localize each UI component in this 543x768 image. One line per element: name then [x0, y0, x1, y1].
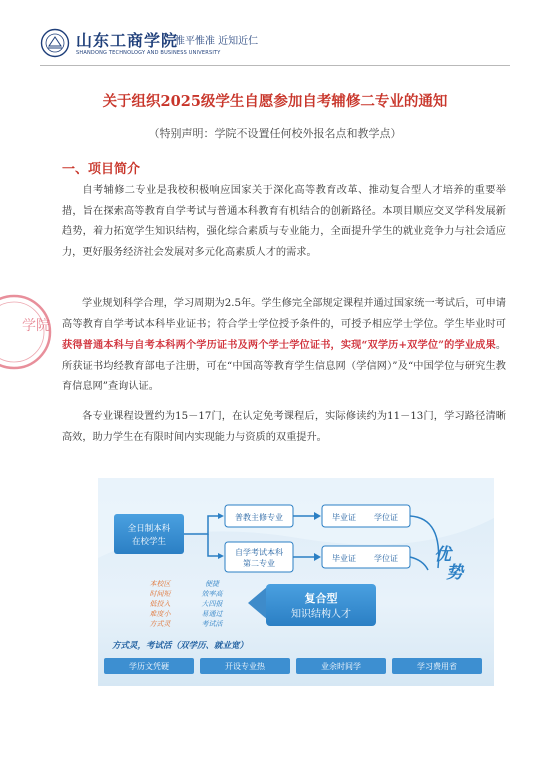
tagline: 方式灵，考试活（双学历、就业宽）: [112, 641, 249, 651]
note-right-4: 考试活: [201, 620, 223, 628]
result-line1: 复合型: [304, 592, 338, 605]
tag-1: 开设专业热: [225, 662, 265, 671]
path1-label: 普教主修专业: [235, 513, 283, 522]
paragraph-plan-text-b: 。所获证书均经教育部电子注册，可在“中国高等教育学生信息网（学信网）”及“中国学位与研究生教育信息网”查询认证。: [62, 340, 506, 392]
origin-label-a: 全日制本科: [127, 524, 171, 534]
letterhead: [40, 26, 510, 66]
result-line2: 知识结构人才: [291, 609, 351, 620]
cert2-a: 毕业证: [332, 554, 356, 563]
cert2-b: 学位证: [374, 554, 398, 563]
advantage-label-b: 势: [446, 563, 463, 583]
path2-label-b: 第二专业: [243, 559, 275, 568]
tag-0: 学历文凭硬: [129, 662, 169, 671]
program-infographic: [98, 478, 494, 686]
branch-line-bottom: [208, 534, 218, 556]
note-right-1: 效率高: [201, 590, 223, 598]
advantage-label-a: 优: [434, 545, 451, 565]
school-name: 山东工商学院: [76, 31, 179, 50]
cert1-b: 学位证: [374, 513, 398, 522]
paragraph-plan: [62, 294, 506, 398]
cert1-a: 毕业证: [332, 513, 356, 522]
tag-3: 学习费用省: [417, 662, 457, 671]
note-right-3: 易通过: [201, 610, 223, 618]
paragraph-courses-text: 各专业课程设置约为15－17门，在认定免考课程后，实际修读约为11－13门，学习路径清晰高效，助力学生在有限时间内实现能力与资质的双重提升。: [62, 411, 506, 443]
header-divider: [40, 65, 510, 66]
tag-2: 业余时间学: [321, 662, 361, 671]
origin-label-b: 在校学生: [131, 537, 167, 547]
university-seal-icon: [40, 28, 70, 58]
note-right-2: 大四报: [201, 600, 223, 608]
path2-label-a: 自学考试本科: [235, 548, 283, 557]
paragraph-plan-text-a: 学业规划科学合理，学习周期为2.5年。学生修完全部规定课程并通过国家统一考试后，可申请高等教育自学考试本科毕业证书；符合学士学位授予条件的，可授予相应学士学位。学生毕业时可: [62, 298, 506, 330]
red-seal-stamp: [0, 292, 54, 372]
note-left-3: 难度小: [149, 610, 171, 618]
note-left-0: 本校区: [149, 580, 171, 588]
paragraph-plan-highlight: 获得普通本科与自考本科两个学历证书及两个学士学位证书，实现“双学历+双学位”的学业成果: [62, 339, 496, 351]
school-name-en: SHANDONG TECHNOLOGY AND BUSINESS UNIVERSITY: [76, 50, 221, 56]
origin-box: [114, 514, 184, 554]
note-left-4: 方式灵: [149, 620, 171, 628]
special-notice: （特别声明：学院不设置任何校外报名点和教学点）: [148, 127, 402, 140]
note-left-1: 时间短: [149, 590, 171, 598]
paragraph-courses: [62, 407, 506, 448]
note-left-2: 低投入: [149, 600, 171, 608]
paragraph-intro-text: 自考辅修二专业是我校积极响应国家关于深化高等教育改革、推动复合型人才培养的重要举措，旨在探索高等教育自学考试与普通本科教育有机结合的创新路径。本项目顺应交叉学科发展新趋势，着力拓宽学生知识结构，强化综合素质与专业能力，全面提升学生的就业竞争力与社会适应力，更好服务经济社会发展对多元化高素质人才的需求。: [62, 185, 506, 258]
stamp-text: 学院: [22, 318, 50, 334]
school-motto: 惟平惟准 近知近仁: [175, 36, 259, 47]
document-title: 关于组织2025级学生自愿参加自考辅修二专业的通知: [102, 93, 448, 110]
infographic-graphic: [98, 478, 494, 686]
note-right-0: 便捷: [205, 580, 219, 588]
section-heading: 一、项目简介: [62, 162, 141, 177]
paragraph-intro: [62, 181, 506, 263]
